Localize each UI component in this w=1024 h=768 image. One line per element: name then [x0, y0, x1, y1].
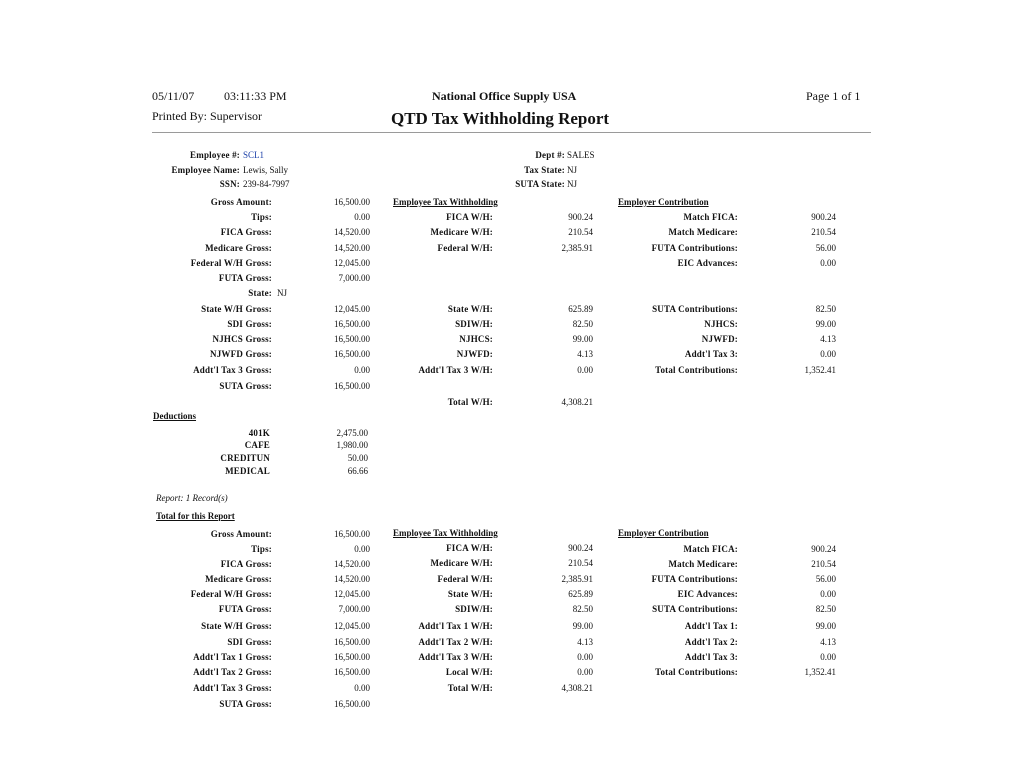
employee-number-link[interactable]: SCL1: [243, 150, 265, 160]
total-gross-value: 14,520.00: [334, 574, 370, 584]
emp-gross-value: 16,500.00: [334, 349, 370, 359]
total-wh-value: 210.54: [568, 558, 593, 568]
emp-gross-label: Federal W/H Gross:: [190, 258, 272, 268]
emp-gross-label: FUTA Gross:: [218, 273, 272, 283]
emp-wh-label: Federal W/H:: [437, 243, 493, 253]
total-contrib-label: EIC Advances:: [677, 589, 738, 599]
total-contrib-label: SUTA Contributions:: [652, 604, 738, 614]
emp-wh-value: 82.50: [572, 319, 593, 329]
total-gross-value: 16,500.00: [334, 699, 370, 709]
emp-wh-value: 625.89: [568, 304, 593, 314]
total-wh-label: SDIW/H:: [455, 604, 493, 614]
emp-contrib-value: 99.00: [815, 319, 836, 329]
emp-contrib-label: NJHCS:: [704, 319, 738, 329]
company-name: National Office Supply USA: [432, 89, 577, 103]
deduction-label: 401K: [248, 428, 270, 438]
deduction-label: CAFE: [244, 440, 270, 450]
emp-contrib-value: 1,352.41: [804, 365, 836, 375]
total-contrib-value: 900.24: [811, 544, 836, 554]
emp-contrib-value: 900.24: [811, 212, 836, 222]
total-wh-label: Total W/H:: [447, 683, 493, 693]
total-gross-label: Addt'l Tax 3 Gross:: [193, 683, 272, 693]
emp-contrib-value: 82.50: [815, 304, 836, 314]
emp-contrib-label: FUTA Contributions:: [651, 243, 738, 253]
ssn-value: 239-84-7997: [243, 179, 290, 189]
emp-wh-value: 0.00: [577, 365, 593, 375]
total-gross-label: Tips:: [251, 544, 272, 554]
total-gross-value: 16,500.00: [334, 637, 370, 647]
total-wh-value: 82.50: [572, 604, 593, 614]
emp-gross-value: 12,045.00: [334, 304, 370, 314]
report-title: QTD Tax Withholding Report: [391, 109, 610, 128]
emp-wh-total-label: Total W/H:: [447, 397, 493, 407]
emp-gross-label: SDI Gross:: [227, 319, 272, 329]
records-count: Report: 1 Record(s): [156, 493, 228, 503]
deduction-value: 66.66: [347, 466, 368, 476]
total-contrib-label: Match Medicare:: [668, 559, 738, 569]
emp-gross-value: 16,500.00: [334, 334, 370, 344]
emp-wh-label: NJWFD:: [456, 349, 493, 359]
total-contrib-value: 99.00: [815, 621, 836, 631]
dept-value: SALES: [567, 150, 595, 160]
emp-wh-label: Addt'l Tax 3 W/H:: [418, 365, 493, 375]
total-wh-value: 0.00: [577, 667, 593, 677]
emp-wh-label: SDIW/H:: [455, 319, 493, 329]
total-wh-label: Local W/H:: [445, 667, 493, 677]
total-wh-label: Federal W/H:: [437, 574, 493, 584]
total-gross-label: Federal W/H Gross:: [190, 589, 272, 599]
emp-gross-value: 7,000.00: [338, 273, 370, 283]
page-number: Page 1 of 1: [806, 89, 861, 103]
emp-gross-label: Medicare Gross:: [205, 243, 272, 253]
report-time: 03:11:33 PM: [224, 89, 287, 103]
deduction-label: MEDICAL: [225, 466, 270, 476]
total-wh-value: 2,385.91: [561, 574, 593, 584]
total-contrib-value: 210.54: [811, 559, 836, 569]
total-contrib-label: Total Contributions:: [655, 667, 738, 677]
employee-name: Lewis, Sally: [243, 165, 288, 175]
emp-gross-label: Addt'l Tax 3 Gross:: [193, 365, 272, 375]
emp-gross-value: 16,500.00: [334, 381, 370, 391]
total-wh-value: 625.89: [568, 589, 593, 599]
emp-contrib-label: EIC Advances:: [677, 258, 738, 268]
total-gross-value: 7,000.00: [338, 604, 370, 614]
total-withholding-heading: Employee Tax Withholding: [393, 528, 498, 538]
total-gross-value: 12,045.00: [334, 621, 370, 631]
emp-gross-value: 0.00: [354, 212, 370, 222]
emp-contrib-label: Match FICA:: [683, 212, 738, 222]
emp-gross-label: Gross Amount:: [210, 197, 272, 207]
emp-gross-label: FICA Gross:: [220, 227, 272, 237]
emp-gross-label: SUTA Gross:: [219, 381, 272, 391]
emp-contrib-label: Match Medicare:: [668, 227, 738, 237]
emp-gross-value: 12,045.00: [334, 258, 370, 268]
total-wh-label: State W/H:: [447, 589, 493, 599]
report-total-heading: Total for this Report: [156, 511, 235, 521]
emp-gross-label: NJHCS Gross:: [212, 334, 272, 344]
header-divider: [152, 132, 871, 133]
total-gross-label: FICA Gross:: [220, 559, 272, 569]
tax-state-value: NJ: [567, 165, 578, 175]
emp-gross-label: NJWFD Gross:: [210, 349, 272, 359]
total-gross-label: SUTA Gross:: [219, 699, 272, 709]
total-wh-value: 99.00: [572, 621, 593, 631]
employee-number-label: Employee #:: [190, 150, 240, 160]
total-wh-label: Addt'l Tax 2 W/H:: [418, 637, 493, 647]
total-contrib-label: Addt'l Tax 2:: [684, 637, 738, 647]
deduction-value: 1,980.00: [336, 440, 368, 450]
emp-contrib-label: Total Contributions:: [655, 365, 738, 375]
emp-contrib-value: 0.00: [820, 258, 836, 268]
employee-name-label: Employee Name:: [171, 165, 240, 175]
total-wh-value: 900.24: [568, 543, 593, 553]
total-contrib-label: Addt'l Tax 1:: [684, 621, 738, 631]
emp-contrib-value: 4.13: [820, 334, 836, 344]
total-contrib-label: FUTA Contributions:: [651, 574, 738, 584]
deduction-value: 50.00: [347, 453, 368, 463]
total-gross-value: 0.00: [354, 544, 370, 554]
total-gross-label: Addt'l Tax 2 Gross:: [193, 667, 272, 677]
total-gross-label: Medicare Gross:: [205, 574, 272, 584]
emp-contrib-value: 210.54: [811, 227, 836, 237]
emp-wh-label: State W/H:: [447, 304, 493, 314]
employee-withholding-heading: Employee Tax Withholding: [393, 197, 498, 207]
emp-wh-label: Medicare W/H:: [430, 227, 493, 237]
emp-gross-value: 14,520.00: [334, 243, 370, 253]
emp-gross-value: 14,520.00: [334, 227, 370, 237]
printed-by: Printed By: Supervisor: [152, 109, 262, 123]
suta-state-value: NJ: [567, 179, 578, 189]
total-contrib-label: Addt'l Tax 3:: [684, 652, 738, 662]
total-wh-value: 4,308.21: [561, 683, 593, 693]
emp-gross-value: 16,500.00: [334, 197, 370, 207]
total-gross-value: 16,500.00: [334, 667, 370, 677]
total-contribution-heading: Employer Contribution: [618, 528, 709, 538]
emp-wh-label: NJHCS:: [459, 334, 493, 344]
total-wh-label: Addt'l Tax 3 W/H:: [418, 652, 493, 662]
emp-gross-label: State:: [248, 288, 272, 298]
emp-gross-label: State W/H Gross:: [201, 304, 272, 314]
emp-gross-value: 0.00: [354, 365, 370, 375]
total-wh-value: 0.00: [577, 652, 593, 662]
emp-gross-label: Tips:: [251, 212, 272, 222]
deduction-value: 2,475.00: [336, 428, 368, 438]
total-gross-value: 12,045.00: [334, 589, 370, 599]
ssn-label: SSN:: [219, 179, 240, 189]
emp-wh-total-value: 4,308.21: [561, 397, 593, 407]
total-contrib-value: 1,352.41: [804, 667, 836, 677]
total-contrib-value: 0.00: [820, 652, 836, 662]
emp-wh-value: 2,385.91: [561, 243, 593, 253]
emp-wh-value: 4.13: [577, 349, 593, 359]
total-gross-label: State W/H Gross:: [201, 621, 272, 631]
emp-contrib-value: 0.00: [820, 349, 836, 359]
emp-gross-value: NJ: [277, 288, 288, 298]
total-gross-label: FUTA Gross:: [218, 604, 272, 614]
total-wh-value: 4.13: [577, 637, 593, 647]
total-gross-value: 16,500.00: [334, 529, 370, 539]
total-contrib-value: 56.00: [815, 574, 836, 584]
emp-wh-value: 900.24: [568, 212, 593, 222]
total-contrib-label: Match FICA:: [683, 544, 738, 554]
emp-contrib-label: Addt'l Tax 3:: [684, 349, 738, 359]
total-gross-value: 14,520.00: [334, 559, 370, 569]
total-wh-label: FICA W/H:: [446, 543, 493, 553]
total-contrib-value: 4.13: [820, 637, 836, 647]
total-wh-label: Medicare W/H:: [430, 558, 493, 568]
emp-contrib-label: NJWFD:: [701, 334, 738, 344]
total-gross-label: Gross Amount:: [210, 529, 272, 539]
total-contrib-value: 82.50: [815, 604, 836, 614]
total-gross-value: 16,500.00: [334, 652, 370, 662]
emp-contrib-label: SUTA Contributions:: [652, 304, 738, 314]
employer-contribution-heading: Employer Contribution: [618, 197, 709, 207]
deduction-label: CREDITUN: [220, 453, 270, 463]
emp-contrib-value: 56.00: [815, 243, 836, 253]
total-wh-label: Addt'l Tax 1 W/H:: [418, 621, 493, 631]
emp-wh-label: FICA W/H:: [446, 212, 493, 222]
emp-wh-value: 210.54: [568, 227, 593, 237]
tax-state-label: Tax State:: [524, 165, 565, 175]
total-gross-label: SDI Gross:: [227, 637, 272, 647]
suta-state-label: SUTA State:: [515, 179, 565, 189]
total-gross-value: 0.00: [354, 683, 370, 693]
report-date: 05/11/07: [152, 89, 195, 103]
total-gross-label: Addt'l Tax 1 Gross:: [193, 652, 272, 662]
deductions-heading: Deductions: [153, 411, 197, 421]
total-contrib-value: 0.00: [820, 589, 836, 599]
emp-wh-value: 99.00: [572, 334, 593, 344]
emp-gross-value: 16,500.00: [334, 319, 370, 329]
dept-label: Dept #:: [535, 150, 565, 160]
